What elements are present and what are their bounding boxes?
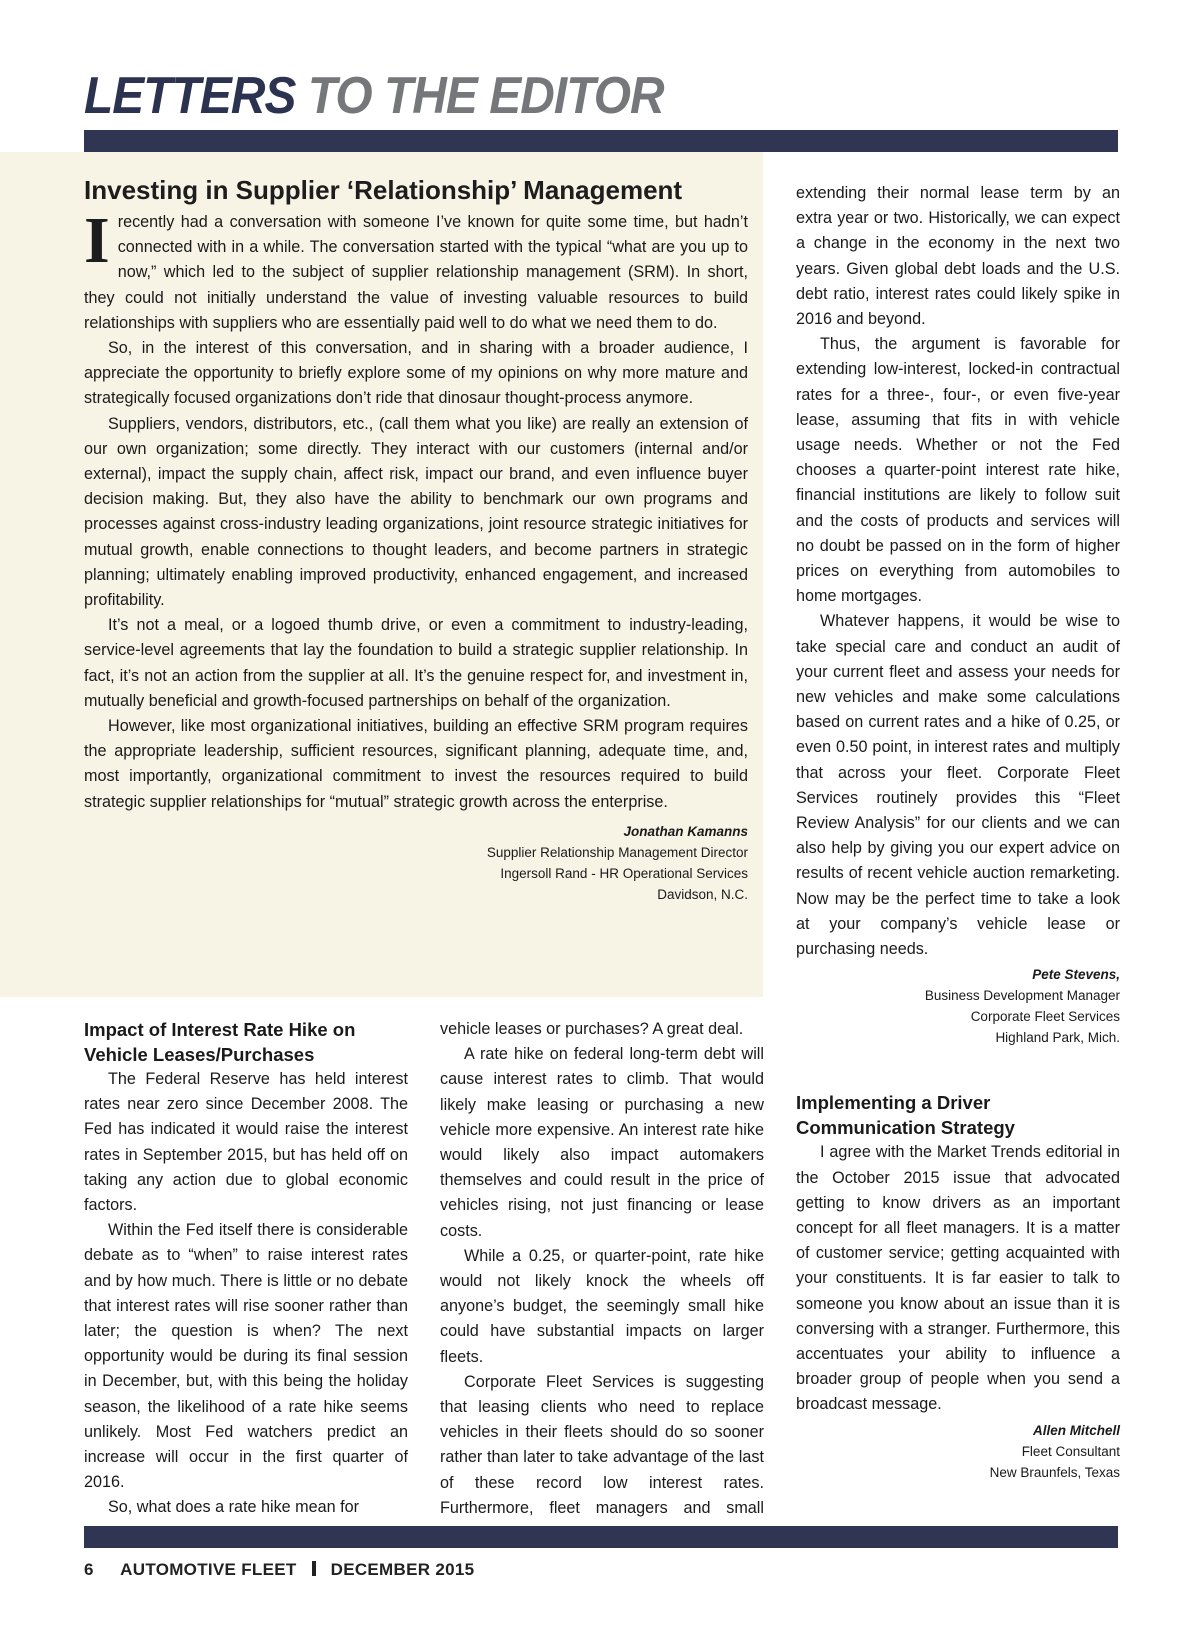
paragraph: Thus, the argument is favorable for extending low-interest, locked-in contractual rates for a three-, four-, or even five-year lease, assuming that fits in with vehicle usage needs. Whether or not the Fed chooses a quarter-point interest rate hike, financial institutions are likely to follow suit and the costs of products and services will no doubt be passed on in the form of higher prices on everything from automobiles to home mortgages. [796,335,1120,606]
author-name: Pete Stevens, [1032,967,1120,983]
column-left [84,1017,408,1521]
author-org: Corporate Fleet Services [970,1009,1120,1025]
paragraph: It’s not a meal, or a logoed thumb drive, or even a commitment to industry-leading, service-level agreements that lay the foundation to build a strategic supplier relationship. In fact, it’s not an action from the supplier at all. It’s the genuine respect for, and investment in, mutually beneficial and growth-focused partnerships on behalf of the organization. [84,616,748,710]
letter-title: Impact of Interest Rate Hike on Vehicle Leases/Purchases [84,1019,356,1065]
author-role: Fleet Consultant [1021,1443,1120,1459]
letter-title: Implementing a Driver Communication Strategy [796,1092,1015,1139]
author-name: Allen Mitchell [1032,1422,1120,1438]
letter-body [796,181,1120,962]
paragraph: So, what does a rate hike mean for [108,1498,360,1517]
section-title-part1: LETTERS [84,67,296,125]
letter-signoff [796,1420,1120,1483]
paragraph: Within the Fed itself there is considerable debate as to “when” to raise interest rates and by how much. There is little or no debate that interest rates will rise sooner rather than later; the question is when? The next opportunity would be during its final session in December, but, with this being the holiday season, the likelihood of a rate hike seems unlikely. Most Fed watchers predict an increase will occur in the first quarter of 2016. [84,1221,408,1492]
paragraph: Whatever happens, it would be wise to take special care and conduct an audit of your current fleet and assess your needs for new vehicles and make some calculations based on current rates and a hike of 0.25, or even 0.50 point, in interest rates and multiply that across your fleet. Corporate Fleet Services routinely provides this “Fleet Review Analysis” for our clients and we can also help by giving you our expert advice on results of recent vehicle auction remarketing. Now may be the perfect time to take a look at your company’s vehicle lease or purchasing needs. [796,612,1120,959]
author-role: Supplier Relationship Management Director [486,844,748,860]
drop-cap: I [84,204,110,277]
featured-letter-box [0,152,763,997]
author-name: Jonathan Kamanns [623,823,748,839]
paragraph: So, in the interest of this conversation, and in sharing with a broader audience, I appreciate the opportunity to briefly explore some of my opinions on why more mature and strategically focused organizations don’t ride that dinosaur thought-process anymore. [84,339,748,408]
header-rule-bar [84,130,1118,152]
paragraph: The Federal Reserve has held interest rates near zero since December 2008. The Fed has indicated it would raise the interest rates in September 2015, but has held off on taking any action due to global economic factors. [84,1070,408,1215]
column-right [796,181,1120,1483]
letter-body [440,1017,764,1546]
paragraph: vehicle leases or purchases? A great deal. [440,1020,744,1038]
paragraph: I agree with the Market Trends editorial in the October 2015 issue that advocated getting to know drivers as an important concept for all fleet managers. It is a matter of customer service; getting acquainted with your constituents. It is far easier to talk to someone you know about an issue than it is conversing with a stranger. Furthermore, this accentuates your ability to influence a broader group of people when you send a broadcast message. [796,1143,1120,1414]
publication-name: AUTOMOTIVE FLEET [120,1560,297,1579]
page-number: 6 [84,1560,94,1579]
author-location: New Braunfels, Texas [989,1464,1120,1480]
paragraph: extending their normal lease term by an extra year or two. Historically, we can expect a change in the economy in the next two years. Given global debt loads and the U.S. debt ratio, interest rates could likely spike in 2016 and beyond. [796,184,1120,329]
letter-signoff [84,821,748,905]
author-role: Business Development Manager [924,988,1120,1004]
letter-body [84,204,748,815]
author-location: Highland Park, Mich. [995,1030,1120,1046]
paragraph: While a 0.25, or quarter-point, rate hike would not likely knock the wheels off anyone’s budget, the seemingly small hike could have substantial impacts on larger fleets. [440,1246,764,1366]
issue-date: DECEMBER 2015 [330,1560,475,1579]
letter-signoff [796,964,1120,1048]
section-title-part2: TO THE EDITOR [307,67,664,125]
featured-letter [84,174,748,905]
author-org: Ingersoll Rand - HR Operational Services [500,865,748,881]
paragraph: Suppliers, vendors, distributors, etc., (call them what you like) are really an extension of our own organization; some directly. They interact with our customers (internal and/or external), impact the supply chain, affect risk, impact our brand, and even influence buyer decision making. But, they also have the ability to benchmark our own programs and processes against cross-industry leading organizations, joint resource strategic initiatives for mutual growth, enable connections to thought leaders, and become partners in strategic planning; ultimately enabling improved productivity, enhanced engagement, and increased profitability. [84,414,748,610]
footer-separator [312,1561,316,1576]
page-footer [84,1560,474,1580]
footer-rule-bar [84,1526,1118,1548]
author-location: Davidson, N.C. [657,886,748,902]
letter-driver-communication [796,1090,1120,1482]
paragraph: Irecently had a conversation with someone I’ve known for quite some time, but hadn’t connected with in a while. The conversation started with the typical “what are you up to now,” which led to the subject of supplier relationship management (SRM). In short, they could not initially understand the value of investing valuable resources to build relationships with suppliers who are essentially paid well to do what we need them to do. [84,204,748,332]
section-title [84,67,664,125]
letter-title: Investing in Supplier ‘Relationship’ Management [84,175,683,205]
letter-body [796,1140,1120,1417]
column-middle [440,1017,764,1546]
paragraph: Corporate Fleet Services is suggesting that leasing clients who need to replace vehicles in their fleets should do so sooner rather than later to take advantage of the last of these record low interest rates. Furthermore, fleet managers and small [440,1372,764,1517]
paragraph: A rate hike on federal long-term debt will cause interest rates to climb. That would likely make leasing or purchasing a new vehicle more expensive. An interest rate hike would likely also impact automakers themselves and could result in the price of vehicles rising, not just financing or lease costs. [440,1045,764,1240]
paragraph: However, like most organizational initiatives, building an effective SRM program requires the appropriate leadership, sufficient resources, significant planning, adequate time, and, most importantly, organizational commitment to invest the resources required to build strategic supplier relationships for “mutual” strategic growth across the enterprise. [84,717,748,811]
letter-body [84,1067,408,1521]
